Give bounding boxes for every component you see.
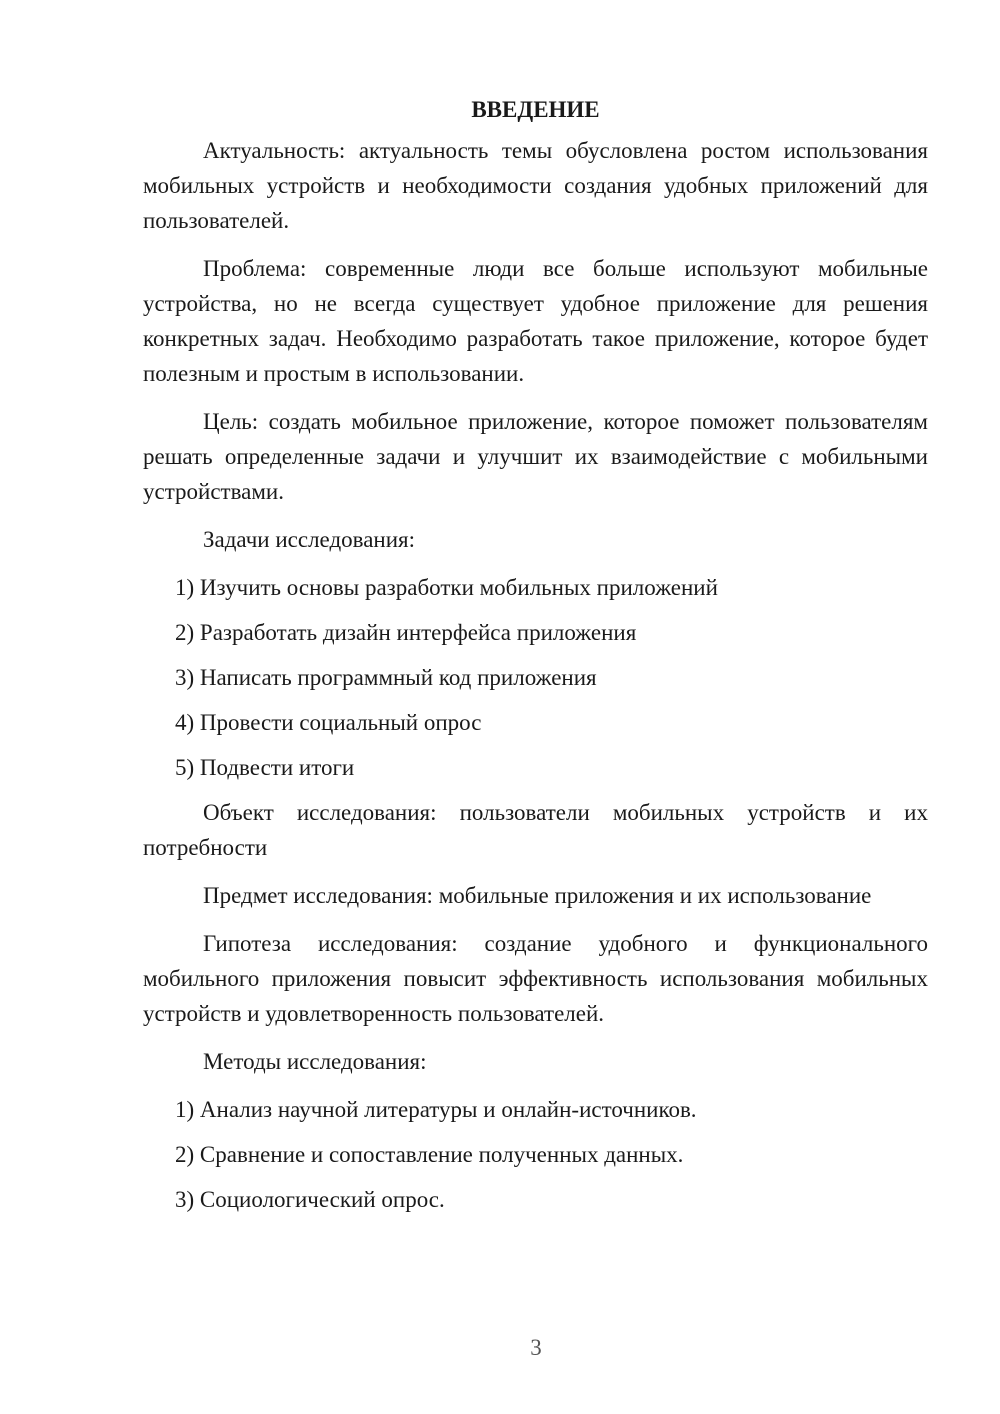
hypothesis-paragraph: Гипотеза исследования: создание удобного и функционального мобильного приложения повысит эффективность использования мобильных устройств и удовлетворенность пользователей. xyxy=(143,931,928,1026)
task-item: 5) Подвести итоги xyxy=(175,755,355,780)
subject-paragraph: Предмет исследования: мобильные приложения и их использование xyxy=(203,883,872,908)
method-item: 1) Анализ научной литературы и онлайн-источников. xyxy=(175,1097,697,1122)
goal-paragraph: Цель: создать мобильное приложение, которое поможет пользователям решать определенные задачи и улучшит их взаимодействие с мобильными устройствами. xyxy=(143,409,928,504)
relevance-paragraph: Актуальность: актуальность темы обусловлена ростом использования мобильных устройств и необходимости создания удобных приложений для пользователей. xyxy=(143,138,928,233)
tasks-list xyxy=(143,570,928,785)
document-page xyxy=(143,92,928,1227)
task-item: 1) Изучить основы разработки мобильных приложений xyxy=(175,575,718,600)
section-title: ВВЕДЕНИЕ xyxy=(471,97,600,122)
method-item: 3) Социологический опрос. xyxy=(175,1187,445,1212)
problem-paragraph: Проблема: современные люди все больше используют мобильные устройства, но не всегда существует удобное приложение для решения конкретных задач. Необходимо разработать такое приложение, которое будет полезным и простым в использовании. xyxy=(143,256,928,386)
task-item: 4) Провести социальный опрос xyxy=(175,710,482,735)
methods-list xyxy=(143,1092,928,1217)
tasks-label: Задачи исследования: xyxy=(203,527,416,552)
task-item: 3) Написать программный код приложения xyxy=(175,665,597,690)
method-item: 2) Сравнение и сопоставление полученных данных. xyxy=(175,1142,684,1167)
page-number: 3 xyxy=(530,1335,542,1360)
methods-label: Методы исследования: xyxy=(203,1049,427,1074)
object-paragraph: Объект исследования: пользователи мобильных устройств и их потребности xyxy=(143,800,928,860)
task-item: 2) Разработать дизайн интерфейса приложения xyxy=(175,620,637,645)
